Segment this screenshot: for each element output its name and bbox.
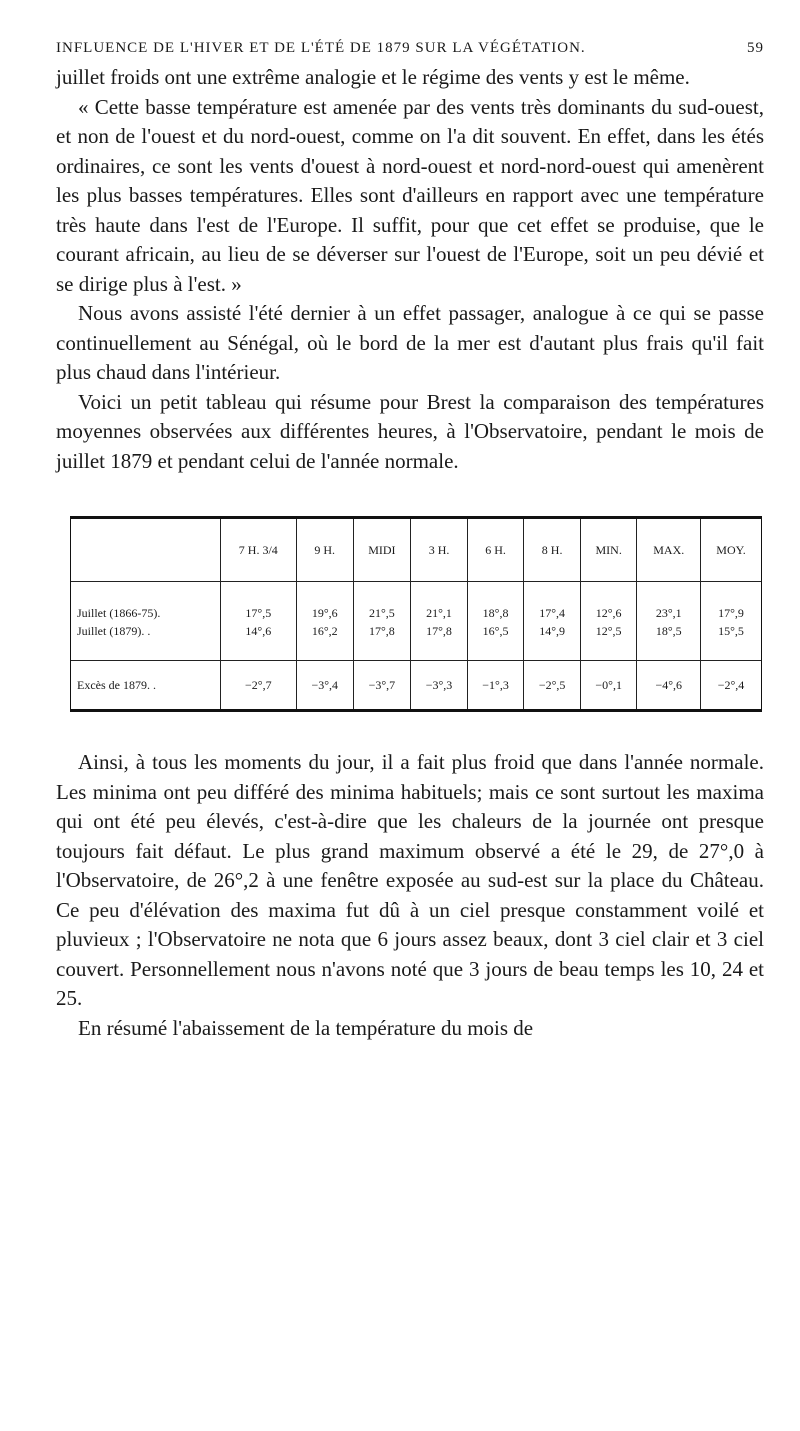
table-cell: 19°,6 [296, 582, 353, 623]
table-cell: 15°,5 [701, 622, 761, 661]
paragraph: Voici un petit tableau qui résume pour Brest la comparaison des températures moyennes observées aux différentes heures, à l'Observatoire, pendant le mois de juillet 1879 et pendant celui de l'année normale. [56, 389, 764, 473]
table-header-cell: 8 H. [524, 519, 581, 582]
table-header-cell: MIN. [580, 519, 637, 582]
table-cell: 23°,1 [637, 582, 701, 623]
page [56, 40, 764, 1043]
table-cell: 12°,6 [580, 582, 637, 623]
row-label: Excès de 1879. . [71, 661, 220, 710]
table-cell: 16°,5 [467, 622, 524, 661]
table-header-row [71, 519, 761, 582]
row-label: Juillet (1879). . [77, 623, 151, 638]
table-cell: −4°,6 [637, 661, 701, 710]
table-cell: −3°,4 [296, 661, 353, 710]
table-cell: 14°,6 [220, 622, 296, 661]
table-cell: 21°,5 [353, 582, 411, 623]
running-head [56, 40, 764, 57]
paragraph: Nous avons assisté l'été dernier à un effet passager, analogue à ce qui se passe continuellement au Sénégal, où le bord de la mer est d'autant plus frais qu'il fait plus chaud dans l'intérieur. [56, 301, 764, 384]
table-cell: 17°,4 [524, 582, 581, 623]
table-cell: −3°,3 [411, 661, 468, 710]
temperature-table [70, 516, 762, 712]
paragraph: Ainsi, à tous les moments du jour, il a fait plus froid que dans l'année normale. Les minima ont peu différé des minima habituels; mais ce sont surtout les maxima qui ont été peu élevés, c'est-à-dire que les chaleurs de la journée ont presque toujours fait défaut. Le plus grand maximum observé a été le 29, de 27°,0 à l'Observatoire, de 26°,2 à une fenêtre exposée au sud-est sur la place du Château. Ce peu d'élévation des maxima fut dû à un ciel presque constamment voilé et pluvieux ; l'Observatoire ne nota que 6 jours assez beaux, dont 3 ciel clair et 3 ciel couvert. Personnellement nous n'avons noté que 3 jours de beau temps les 10, 24 et 25. [56, 750, 764, 1010]
table-row-excess [71, 661, 761, 710]
table-cell: 17°,5 [220, 582, 296, 623]
page-number: 59 [747, 40, 764, 56]
table-cell: 18°,8 [467, 582, 524, 623]
table-cell: −1°,3 [467, 661, 524, 710]
table-header-cell: 3 H. [411, 519, 468, 582]
table-cell: −2°,7 [220, 661, 296, 710]
body-text-top [56, 63, 764, 476]
table-header-cell: 6 H. [467, 519, 524, 582]
table-cell: 21°,1 [411, 582, 468, 623]
table-cell: −3°,7 [353, 661, 411, 710]
table-cell: 16°,2 [296, 622, 353, 661]
paragraph-quote: « Cette basse température est amenée par des vents très dominants du sud-ouest, et non de l'ouest et du nord-ouest, comme on l'a dit souvent. En effet, dans les étés ordinaires, ce sont les vents d'ouest à nord-ouest et nord-nord-ouest qui amenèrent les plus basses températures. Elles sont d'ailleurs en rapport avec une température très haute dans l'est de l'Europe. Il suffit, pour que cet effet se produise, que le courant africain, au lieu de se déverser sur l'ouest de l'Europe, soit un peu dévié et se dirige plus à l'est. » [56, 94, 764, 296]
table-header-cell: MIDI [353, 519, 411, 582]
table-cell: 14°,9 [524, 622, 581, 661]
table-header-cell: MAX. [637, 519, 701, 582]
table-cell: 17°,9 [701, 582, 761, 623]
table-cell: −0°,1 [580, 661, 637, 710]
paragraph: En résumé l'abaissement de la température du mois de [78, 1015, 534, 1040]
running-title: INFLUENCE DE L'HIVER ET DE L'ÉTÉ DE 1879 SUR LA VÉGÉTATION. [56, 40, 586, 56]
paragraph: juillet froids ont une extrême analogie et le régime des vents y est le même. [56, 65, 690, 89]
table-cell: 12°,5 [580, 622, 637, 661]
table-header-cell: 9 H. [296, 519, 353, 582]
table-cell: 17°,8 [411, 622, 468, 661]
table-header-cell: 7 H. 3/4 [220, 519, 296, 582]
table-row [71, 622, 761, 661]
table-cell: 17°,8 [353, 622, 411, 661]
table-cell: 18°,5 [637, 622, 701, 661]
table-header-cell: MOY. [701, 519, 761, 582]
row-label: Juillet (1866-75). [77, 605, 161, 620]
table-cell: −2°,4 [701, 661, 761, 710]
table-row [71, 582, 761, 623]
table-cell: −2°,5 [524, 661, 581, 710]
table-header-cell [71, 519, 220, 582]
body-text-bottom [56, 748, 764, 1043]
